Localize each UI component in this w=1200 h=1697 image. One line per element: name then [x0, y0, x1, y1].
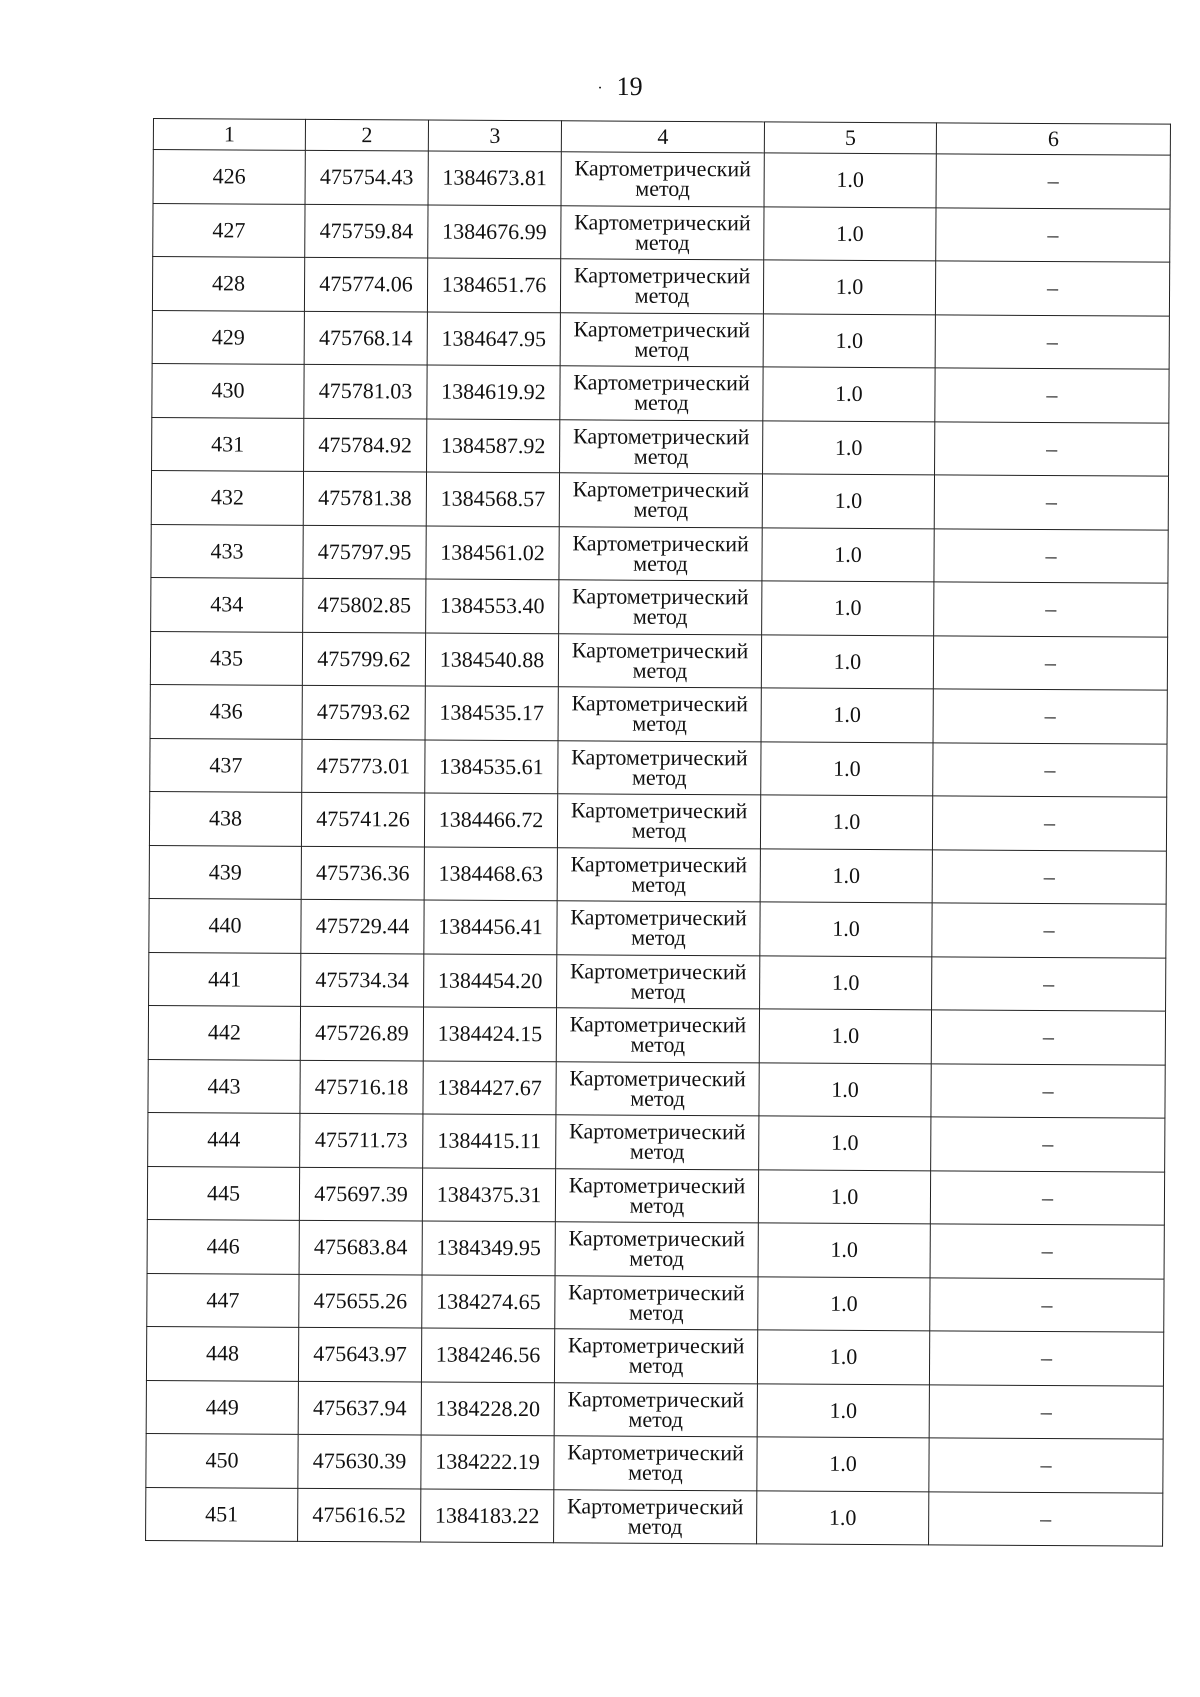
x-coordinate-cell: 475729.44 [301, 899, 424, 953]
table-row [152, 310, 1169, 369]
point-number-cell: 438 [149, 791, 301, 845]
y-coordinate-cell: 1384454.20 [424, 954, 557, 1008]
x-coordinate-cell: 475655.26 [299, 1274, 422, 1328]
method-line-1: Картометрический [569, 1011, 747, 1038]
note-cell: – [932, 903, 1166, 958]
method-cell [557, 954, 760, 1009]
point-number-cell: 427 [153, 203, 305, 257]
table-row [147, 1273, 1164, 1332]
point-number-cell: 451 [146, 1487, 298, 1541]
note-cell: – [934, 475, 1168, 530]
method-line-2: метод [632, 657, 688, 683]
column-header-3: 3 [428, 120, 561, 152]
note-cell: – [929, 1384, 1163, 1439]
method-line-1: Картометрический [567, 1332, 745, 1359]
note-cell: – [930, 1170, 1164, 1225]
column-header-6: 6 [936, 123, 1170, 155]
accuracy-cell: 1.0 [759, 1116, 931, 1170]
table-row [152, 417, 1169, 476]
table-row [148, 1059, 1165, 1118]
x-coordinate-cell: 475630.39 [298, 1434, 421, 1488]
accuracy-cell: 1.0 [764, 153, 936, 207]
note-cell: – [936, 207, 1170, 262]
table-row [152, 363, 1169, 422]
page-number-text: 19 [616, 72, 643, 101]
point-number-cell: 434 [151, 577, 303, 631]
y-coordinate-cell: 1384468.63 [424, 847, 557, 901]
method-cell [558, 687, 761, 742]
method-line-2: метод [630, 1085, 685, 1111]
table-row [146, 1487, 1163, 1546]
x-coordinate-cell: 475616.52 [298, 1488, 421, 1542]
method-line-2: метод [631, 924, 686, 951]
method-line-1: Картометрический [570, 851, 748, 878]
table-row [153, 203, 1170, 262]
method-line-2: метод [630, 978, 686, 1004]
x-coordinate-cell: 475793.62 [302, 685, 425, 739]
table-row [150, 631, 1167, 690]
method-line-2: метод [634, 282, 690, 309]
method-line-2: метод [629, 1138, 685, 1165]
method-cell [555, 1168, 758, 1223]
method-line-1: Картометрический [569, 958, 747, 985]
method-line-2: метод [632, 603, 688, 630]
point-number-cell: 430 [152, 363, 304, 417]
method-cell [559, 580, 762, 635]
note-cell: – [932, 956, 1166, 1011]
table-row [149, 791, 1166, 850]
accuracy-cell: 1.0 [763, 260, 935, 314]
point-number-cell: 432 [151, 470, 303, 524]
y-coordinate-cell: 1384673.81 [428, 151, 561, 205]
y-coordinate-cell: 1384375.31 [422, 1168, 555, 1222]
method-line-2: метод [633, 443, 689, 469]
method-line-2: метод [631, 871, 687, 897]
x-coordinate-cell: 475768.14 [304, 311, 427, 365]
method-line-1: Картометрический [573, 369, 750, 396]
note-cell: – [935, 368, 1169, 423]
method-cell [554, 1436, 757, 1491]
accuracy-cell: 1.0 [763, 313, 935, 367]
method-line-2: метод [634, 229, 690, 255]
method-cell [557, 901, 760, 956]
x-coordinate-cell: 475697.39 [299, 1167, 422, 1221]
note-cell: – [932, 796, 1166, 851]
note-cell: – [934, 528, 1168, 583]
note-cell: – [929, 1438, 1163, 1493]
method-line-1: Картометрический [574, 209, 751, 236]
accuracy-cell: 1.0 [764, 206, 936, 260]
y-coordinate-cell: 1384568.57 [426, 472, 559, 526]
point-number-cell: 450 [146, 1433, 298, 1487]
accuracy-cell: 1.0 [759, 1062, 931, 1116]
method-line-1: Картометрический [574, 155, 752, 182]
accuracy-cell: 1.0 [757, 1330, 929, 1384]
x-coordinate-cell: 475784.92 [304, 418, 427, 472]
method-line-1: Картометрический [573, 316, 751, 343]
table-row [146, 1326, 1163, 1385]
method-cell [556, 1008, 759, 1063]
method-line-2: метод [634, 389, 689, 416]
method-line-2: метод [627, 1513, 683, 1539]
note-cell: – [930, 1224, 1164, 1279]
method-line-1: Картометрический [567, 1386, 745, 1413]
accuracy-cell: 1.0 [757, 1383, 929, 1437]
note-cell: – [935, 314, 1169, 369]
y-coordinate-cell: 1384415.11 [423, 1114, 556, 1168]
column-header-1: 1 [153, 119, 305, 151]
accuracy-cell: 1.0 [760, 795, 932, 849]
table-row [151, 577, 1168, 636]
point-number-cell: 428 [152, 257, 304, 311]
y-coordinate-cell: 1384647.95 [427, 312, 560, 366]
method-cell [555, 1275, 758, 1330]
method-line-1: Картометрический [568, 1172, 746, 1199]
method-cell [558, 740, 761, 795]
method-line-1: Картометрический [571, 637, 749, 664]
y-coordinate-cell: 1384553.40 [426, 579, 559, 633]
note-cell: – [935, 421, 1169, 476]
method-cell [561, 205, 764, 260]
method-cell [558, 633, 761, 688]
y-coordinate-cell: 1384427.67 [423, 1061, 556, 1115]
note-cell: – [936, 154, 1170, 209]
note-cell: – [935, 261, 1169, 316]
method-cell [559, 473, 762, 528]
method-line-2: метод [632, 710, 687, 737]
table-body [146, 150, 1171, 1547]
accuracy-cell: 1.0 [761, 634, 933, 688]
x-coordinate-cell: 475736.36 [301, 846, 424, 900]
method-line-1: Картометрический [569, 1118, 746, 1145]
point-number-cell: 445 [147, 1166, 299, 1220]
note-cell: – [934, 582, 1168, 637]
point-number-cell: 436 [150, 684, 302, 738]
note-cell: – [933, 689, 1167, 744]
accuracy-cell: 1.0 [762, 581, 934, 635]
x-coordinate-cell: 475734.34 [301, 953, 424, 1007]
point-number-cell: 426 [153, 150, 305, 204]
note-cell: – [929, 1331, 1163, 1386]
method-line-1: Картометрический [572, 423, 750, 450]
x-coordinate-cell: 475774.06 [304, 257, 427, 311]
method-cell [559, 526, 762, 581]
point-number-cell: 435 [150, 631, 302, 685]
coordinates-table [145, 118, 1171, 1547]
method-line-2: метод [629, 1245, 684, 1272]
table-row [149, 898, 1166, 957]
table-row [151, 524, 1168, 583]
table-row [147, 1219, 1164, 1278]
x-coordinate-cell: 475637.94 [298, 1381, 421, 1435]
method-line-2: метод [628, 1406, 684, 1432]
method-cell [554, 1382, 757, 1437]
method-line-2: метод [628, 1299, 684, 1325]
accuracy-cell: 1.0 [762, 527, 934, 581]
note-cell: – [932, 849, 1166, 904]
y-coordinate-cell: 1384535.61 [425, 740, 558, 794]
method-line-1: Картометрический [570, 904, 747, 931]
point-number-cell: 446 [147, 1219, 299, 1273]
x-coordinate-cell: 475741.26 [301, 792, 424, 846]
x-coordinate-cell: 475754.43 [305, 150, 428, 204]
method-cell [556, 1061, 759, 1116]
point-number-cell: 431 [152, 417, 304, 471]
method-line-2: метод [631, 764, 687, 790]
method-line-2: метод [629, 1192, 685, 1218]
y-coordinate-cell: 1384349.95 [422, 1221, 555, 1275]
y-coordinate-cell: 1384540.88 [425, 633, 558, 687]
table-row [148, 1005, 1165, 1064]
column-header-2: 2 [305, 119, 428, 151]
y-coordinate-cell: 1384456.41 [424, 900, 557, 954]
x-coordinate-cell: 475773.01 [302, 739, 425, 793]
y-coordinate-cell: 1384676.99 [428, 205, 561, 259]
x-coordinate-cell: 475726.89 [300, 1006, 423, 1060]
accuracy-cell: 1.0 [758, 1276, 930, 1330]
method-line-2: метод [631, 817, 687, 844]
method-cell [560, 312, 763, 367]
table-row [147, 1166, 1164, 1225]
table-row [146, 1433, 1163, 1492]
method-line-1: Картометрический [568, 1225, 746, 1252]
point-number-cell: 429 [152, 310, 304, 364]
method-line-2: метод [633, 550, 688, 576]
method-line-1: Картометрический [571, 690, 749, 717]
note-cell: – [933, 742, 1167, 797]
accuracy-cell: 1.0 [758, 1169, 930, 1223]
table-row [148, 1112, 1165, 1171]
method-line-1: Картометрический [569, 1065, 746, 1092]
y-coordinate-cell: 1384246.56 [421, 1328, 554, 1382]
accuracy-cell: 1.0 [758, 1223, 930, 1277]
method-cell [554, 1329, 757, 1384]
method-line-1: Картометрический [566, 1493, 744, 1520]
point-number-cell: 447 [147, 1273, 299, 1327]
table-row [153, 150, 1170, 209]
y-coordinate-cell: 1384424.15 [423, 1007, 556, 1061]
accuracy-cell: 1.0 [759, 1009, 931, 1063]
method-cell [555, 1222, 758, 1277]
method-line-1: Картометрический [571, 744, 748, 771]
y-coordinate-cell: 1384619.92 [427, 365, 560, 419]
y-coordinate-cell: 1384535.17 [425, 686, 558, 740]
method-cell [561, 152, 764, 207]
method-line-1: Картометрический [572, 530, 749, 557]
point-number-cell: 444 [148, 1112, 300, 1166]
point-number-cell: 437 [150, 738, 302, 792]
page-number [560, 72, 680, 104]
y-coordinate-cell: 1384222.19 [421, 1435, 554, 1489]
method-line-1: Картометрический [567, 1439, 744, 1466]
point-number-cell: 448 [146, 1326, 298, 1380]
accuracy-cell: 1.0 [760, 848, 932, 902]
y-coordinate-cell: 1384274.65 [422, 1275, 555, 1329]
point-number-cell: 442 [148, 1005, 300, 1059]
y-coordinate-cell: 1384466.72 [424, 793, 557, 847]
column-header-4: 4 [561, 121, 764, 153]
accuracy-cell: 1.0 [762, 474, 934, 528]
table-row [152, 257, 1169, 316]
x-coordinate-cell: 475797.95 [303, 525, 426, 579]
y-coordinate-cell: 1384587.92 [427, 419, 560, 473]
x-coordinate-cell: 475799.62 [302, 632, 425, 686]
method-cell [560, 419, 763, 474]
point-number-cell: 439 [149, 845, 301, 899]
point-number-cell: 441 [149, 952, 301, 1006]
x-coordinate-cell: 475643.97 [298, 1327, 421, 1381]
accuracy-cell: 1.0 [757, 1490, 929, 1544]
x-coordinate-cell: 475759.84 [305, 204, 428, 258]
method-line-2: метод [628, 1459, 683, 1486]
table-row [150, 738, 1167, 797]
method-line-1: Картометрический [572, 583, 749, 610]
note-cell: – [930, 1277, 1164, 1332]
accuracy-cell: 1.0 [757, 1437, 929, 1491]
accuracy-cell: 1.0 [760, 902, 932, 956]
method-cell [557, 794, 760, 849]
method-line-1: Картометрический [568, 1279, 745, 1306]
method-cell [560, 259, 763, 314]
x-coordinate-cell: 475683.84 [299, 1220, 422, 1274]
x-coordinate-cell: 475716.18 [300, 1060, 423, 1114]
accuracy-cell: 1.0 [760, 955, 932, 1009]
column-header-5: 5 [764, 122, 936, 154]
y-coordinate-cell: 1384183.22 [421, 1489, 554, 1543]
method-line-2: метод [628, 1352, 684, 1379]
note-cell: – [931, 1063, 1165, 1118]
accuracy-cell: 1.0 [763, 420, 935, 474]
x-coordinate-cell: 475781.03 [304, 364, 427, 418]
method-line-1: Картометрический [572, 476, 750, 503]
method-cell [560, 366, 763, 421]
note-cell: – [929, 1491, 1163, 1546]
point-number-cell: 440 [149, 898, 301, 952]
method-line-1: Картометрический [573, 262, 751, 289]
point-number-cell: 433 [151, 524, 303, 578]
x-coordinate-cell: 475781.38 [303, 471, 426, 525]
method-cell [556, 1115, 759, 1170]
point-number-cell: 443 [148, 1059, 300, 1113]
method-line-1: Картометрический [570, 797, 748, 824]
method-cell [554, 1489, 757, 1544]
y-coordinate-cell: 1384228.20 [421, 1382, 554, 1436]
y-coordinate-cell: 1384651.76 [427, 258, 560, 312]
accuracy-cell: 1.0 [761, 688, 933, 742]
point-number-cell: 449 [146, 1380, 298, 1434]
table-row [149, 952, 1166, 1011]
x-coordinate-cell: 475802.85 [303, 578, 426, 632]
y-coordinate-cell: 1384561.02 [426, 526, 559, 580]
accuracy-cell: 1.0 [761, 741, 933, 795]
x-coordinate-cell: 475711.73 [300, 1113, 423, 1167]
table-row [151, 470, 1168, 529]
accuracy-cell: 1.0 [763, 367, 935, 421]
note-cell: – [931, 1010, 1165, 1065]
note-cell: – [933, 635, 1167, 690]
note-cell: – [931, 1117, 1165, 1172]
method-line-2: метод [634, 336, 690, 362]
page-number-tick-mark: · [597, 80, 603, 98]
table-row [149, 845, 1166, 904]
method-line-2: метод [633, 496, 689, 523]
table-row [150, 684, 1167, 743]
method-line-2: метод [635, 175, 690, 202]
method-line-2: метод [630, 1031, 686, 1058]
method-cell [557, 847, 760, 902]
table-row [146, 1380, 1163, 1439]
